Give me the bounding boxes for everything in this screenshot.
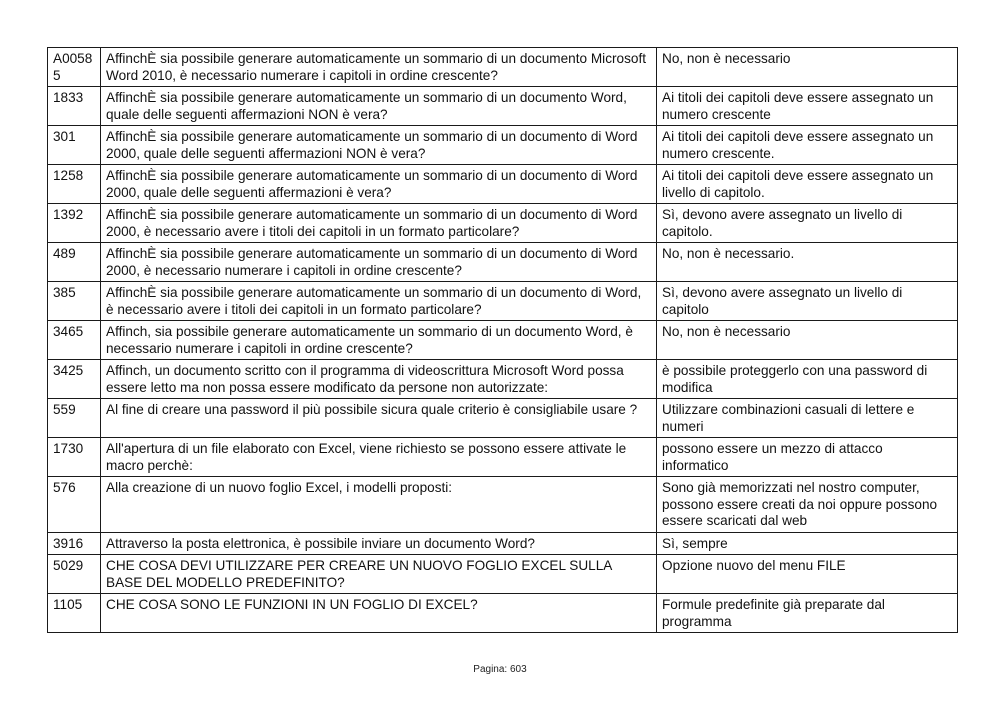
answer-cell: Sì, devono avere assegnato un livello di capitolo [657, 282, 958, 321]
question-id-cell: 1105 [48, 594, 101, 633]
table-row [48, 360, 958, 399]
question-text-cell: AffinchÈ sia possibile generare automaticamente un sommario di un documento di Word 2000, è necessario numerare i capitoli in ordine crescente? [101, 243, 657, 282]
table-row [48, 126, 958, 165]
question-id-cell: 576 [48, 477, 101, 533]
question-id-cell: 1258 [48, 165, 101, 204]
question-text-cell: Affinch, sia possibile generare automaticamente un sommario di un documento Word, è necessario numerare i capitoli in ordine crescente? [101, 321, 657, 360]
question-table [47, 47, 958, 633]
answer-cell: è possibile proteggerlo con una password di modifica [657, 360, 958, 399]
question-text-cell: AffinchÈ sia possibile generare automaticamente un sommario di un documento di Word 2000, è necessario avere i titoli dei capitoli in un formato particolare? [101, 204, 657, 243]
question-id-cell: 3916 [48, 532, 101, 555]
question-text-cell: All'apertura di un file elaborato con Excel, viene richiesto se possono essere attivate le macro perchè: [101, 438, 657, 477]
answer-cell: No, non è necessario [657, 48, 958, 87]
question-id-cell: A0058 5 [48, 48, 101, 87]
answer-cell: Sono già memorizzati nel nostro computer, possono essere creati da noi oppure possono essere scaricati dal web [657, 477, 958, 533]
question-text-cell: AffinchÈ sia possibile generare automaticamente un sommario di un documento di Word 2000, quale delle seguenti affermazioni NON è vera? [101, 126, 657, 165]
question-id-cell: 3425 [48, 360, 101, 399]
answer-cell: Sì, sempre [657, 532, 958, 555]
question-id-cell: 559 [48, 399, 101, 438]
question-text-cell: AffinchÈ sia possibile generare automaticamente un sommario di un documento di Word, è necessario avere i titoli dei capitoli in un formato particolare? [101, 282, 657, 321]
table-row [48, 87, 958, 126]
answer-cell: Ai titoli dei capitoli deve essere assegnato un numero crescente. [657, 126, 958, 165]
answer-cell: No, non è necessario [657, 321, 958, 360]
question-id-cell: 1392 [48, 204, 101, 243]
question-id-cell: 5029 [48, 555, 101, 594]
question-text-cell: CHE COSA SONO LE FUNZIONI IN UN FOGLIO DI EXCEL? [101, 594, 657, 633]
table-row [48, 438, 958, 477]
table-row [48, 48, 958, 87]
question-text-cell: Alla creazione di un nuovo foglio Excel, i modelli proposti: [101, 477, 657, 533]
table-row [48, 555, 958, 594]
question-text-cell: Attraverso la posta elettronica, è possibile inviare un documento Word? [101, 532, 657, 555]
answer-cell: possono essere un mezzo di attacco informatico [657, 438, 958, 477]
question-text-cell: AffinchÈ sia possibile generare automaticamente un sommario di un documento di Word 2000, quale delle seguenti affermazioni è vera? [101, 165, 657, 204]
table-row [48, 594, 958, 633]
question-id-cell: 1833 [48, 87, 101, 126]
answer-cell: Opzione nuovo del menu FILE [657, 555, 958, 594]
question-id-cell: 301 [48, 126, 101, 165]
table-row [48, 532, 958, 555]
table-row [48, 321, 958, 360]
question-id-cell: 1730 [48, 438, 101, 477]
table-row [48, 165, 958, 204]
question-id-cell: 3465 [48, 321, 101, 360]
table-row [48, 204, 958, 243]
question-text-cell: AffinchÈ sia possibile generare automaticamente un sommario di un documento Microsoft Word 2010, è necessario numerare i capitoli in ordine crescente? [101, 48, 657, 87]
table-row [48, 399, 958, 438]
answer-cell: Utilizzare combinazioni casuali di lettere e numeri [657, 399, 958, 438]
page-number: Pagina: 603 [473, 664, 527, 675]
answer-cell: Ai titoli dei capitoli deve essere assegnato un livello di capitolo. [657, 165, 958, 204]
answer-cell: Formule predefinite già preparate dal programma [657, 594, 958, 633]
answer-cell: Ai titoli dei capitoli deve essere assegnato un numero crescente [657, 87, 958, 126]
table-row [48, 477, 958, 533]
question-text-cell: AffinchÈ sia possibile generare automaticamente un sommario di un documento Word, quale delle seguenti affermazioni NON è vera? [101, 87, 657, 126]
question-id-cell: 385 [48, 282, 101, 321]
question-id-cell: 489 [48, 243, 101, 282]
table-row [48, 243, 958, 282]
question-text-cell: Al fine di creare una password il più possibile sicura quale criterio è consigliabile usare ? [101, 399, 657, 438]
question-text-cell: Affinch, un documento scritto con il programma di videoscrittura Microsoft Word possa essere letto ma non possa essere modificato da persone non autorizzate: [101, 360, 657, 399]
question-text-cell: CHE COSA DEVI UTILIZZARE PER CREARE UN NUOVO FOGLIO EXCEL SULLA BASE DEL MODELLO PREDEFINITO? [101, 555, 657, 594]
answer-cell: Sì, devono avere assegnato un livello di capitolo. [657, 204, 958, 243]
answer-cell: No, non è necessario. [657, 243, 958, 282]
table-row [48, 282, 958, 321]
